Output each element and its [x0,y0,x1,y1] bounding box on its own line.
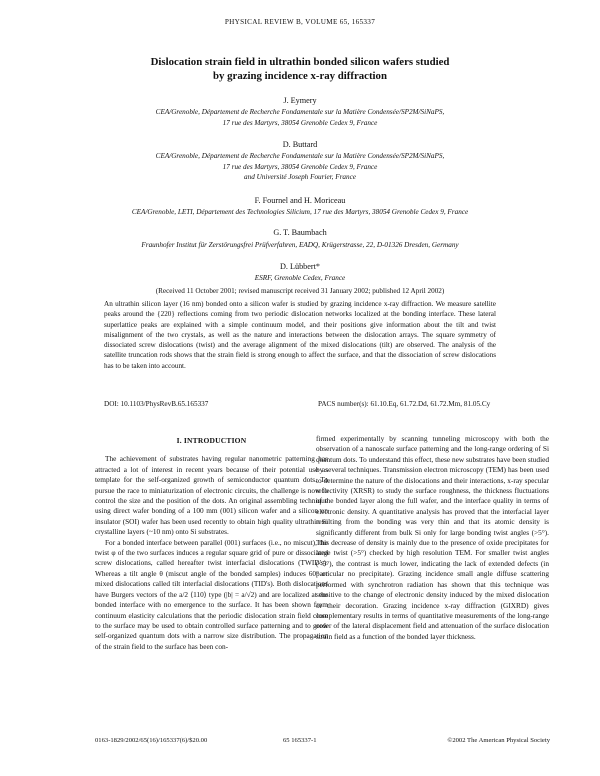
affil-line: and Université Joseph Fourier, France [244,173,356,181]
doi: DOI: 10.1103/PhysRevB.65.165337 [104,400,209,408]
page-number: 65 165337-1 [283,737,317,744]
affil-line: 17 rue des Martyrs, 38054 Grenoble Cedex 9, France [222,162,378,171]
right-column [316,434,549,642]
abstract: An ultrathin silicon layer (16 nm) bonded onto a silicon wafer is studied by grazing incidence x-ray diffraction. We measure satellite peaks around the {220} reflections coming from two periodic dislocation networks localized at the bonding interface. These lateral superlattice peaks are explained with a simple continuum model, and their positions give information about the tilt and twist misalignment of the two crystals, as well as the nature and interactions between the dislocation arrays. The square symmetry of dissociated screw dislocations (twist) and the average alignment of the mixed dislocations (tilt) are observed. The analysis of the satellite truncation rods shows that the strain field is strong enough to affect the surface, and that the dissociation of screw dislocations has to be taken into account. [104,300,496,370]
pacs-numbers: PACS number(s): 61.10.Eq, 61.72.Dd, 61.72.Mm, 81.05.Cy [318,400,491,408]
author-name: G. T. Baumbach [273,228,327,237]
section-heading: I. INTRODUCTION [176,436,247,445]
footer-code: 0163-1829/2002/65(16)/165337(6)/$20.00 [95,737,208,744]
author-name: D. Buttard [282,140,318,149]
affil-line: 17 rue des Martyrs, 38054 Grenoble Cedex 9, France [222,118,378,127]
affil-line: Fraunhofer Institut für Zerstörungsfrei Prüfverfahren, EADQ, Krügerstrasse, 22, D-01326 Dresden, Germany [141,241,459,249]
received-dates: (Received 11 October 2001; revised manuscript received 31 January 2002; published 12 April 2002) [155,287,445,295]
author-name: J. Eymery [283,96,317,105]
affil-line: CEA/Grenoble, Département de Recherche Fondamentale sur la Matière Condensée/SP2M/SiNaPS, [155,152,445,160]
author-name: D. Lübbert* [279,262,321,271]
author-name: F. Fournel and H. Moriceau [254,196,346,205]
paragraph: For a bonded interface between parallel (001) surfaces (i.e., no miscut), the twist φ of the two surfaces induces a regular square grid of pure or dissociated screw dislocations, called hereafter twist interfacial dislocations (TWID's). Whereas a tilt angle θ (miscut angle of the bonded samples) induces 60° or mixed dislocations called tilt interfacial dislocations (TID's). Both dislocations have Burgers vectors of the a/2 ⟨110⟩ type (|b| = a/√2) and are localized at the bonded interface with no emergence to the surface. It has been shown from continuum elasticity calculations that the periodic dislocation strain field close to the surface may be used to obtain controlled surface patterning and to grow self-organized quantum dots with a narrow size distribution. The propagation of the strain field to the surface has been con- [95,537,328,651]
paragraph: The achievement of substrates having regular nanometric patterning has attracted a lot of interest in recent years because of their potential use as template for the self-organized growth of semiconductor quantum dots. To pursue the race to miniaturization of electronic circuits, the challenge is now to control the size and the position of the dots. An original assembling technique using direct wafer bonding of a 100 mm (001) silicon wafer and a silicon on insulator (SOI) wafer has been used recently to obtain high quality ultrathin Si crystalline layers (~10 nm) onto Si substrates. [95,454,328,537]
copyright: ©2002 The American Physical Society [447,737,550,744]
author-affiliation [40,107,560,128]
author-affiliation [40,151,560,183]
paper-title [60,55,540,83]
author-affiliation [40,273,560,284]
affil-line: ESRF, Grenoble Cedex, France [254,274,346,282]
author-affiliation [40,207,560,218]
journal-header: PHYSICAL REVIEW B, VOLUME 65, 165337 [224,18,376,26]
title-line-1: Dislocation strain field in ultrathin bonded silicon wafers studied [150,56,450,68]
affil-line: CEA/Grenoble, LETI, Département des Technologies Silicium, 17 rue des Martyrs, 38054 Grenoble Cedex 9, France [131,208,469,216]
affil-line: CEA/Grenoble, Département de Recherche Fondamentale sur la Matière Condensée/SP2M/SiNaPS, [155,108,445,116]
left-column [95,436,328,652]
title-line-2: by grazing incidence x-ray diffraction [213,70,387,82]
author-affiliation [40,240,560,251]
paragraph: firmed experimentally by scanning tunneling microscopy with both the observation of a nanoscale surface patterning and the long-range ordering of Si quantum dots. To understand this effect, these new substrates have been studied by several techniques. Transmission electron microscopy (TEM) has been used to determine the nature of the dislocations and their interactions, x-ray specular reflectivity (XRSR) to study the surface roughness, the thickness fluctuations of the bonded layer along the full wafer, and the interface quality in terms of electronic density. A quantitative analysis has proved that the interfacial layer resulting from the bonding was very thin and that its atomic density is significantly different from bulk Si only for large bonding twist angles (>5°). This decrease of density is mainly due to the presence of oxide precipitates for large twist (>5°) checked by high resolution TEM. For smaller twist angles (<5°), the contrast is much lower, indicating the lack of extended defects (in particular no precipitate). Grazing incidence small angle diffuse scattering performed with synchrotron radiation has shown that this technique was sensitive to the change of electronic density induced by the mixed dislocation or their decoration. Grazing incidence x-ray diffraction (GIXRD) gives complementary results in terms of quantitative measurements of the long-range order of the lateral displacement field and attenuation of the surface dislocation strain field as a function of the bonded layer thickness. [316,434,549,641]
